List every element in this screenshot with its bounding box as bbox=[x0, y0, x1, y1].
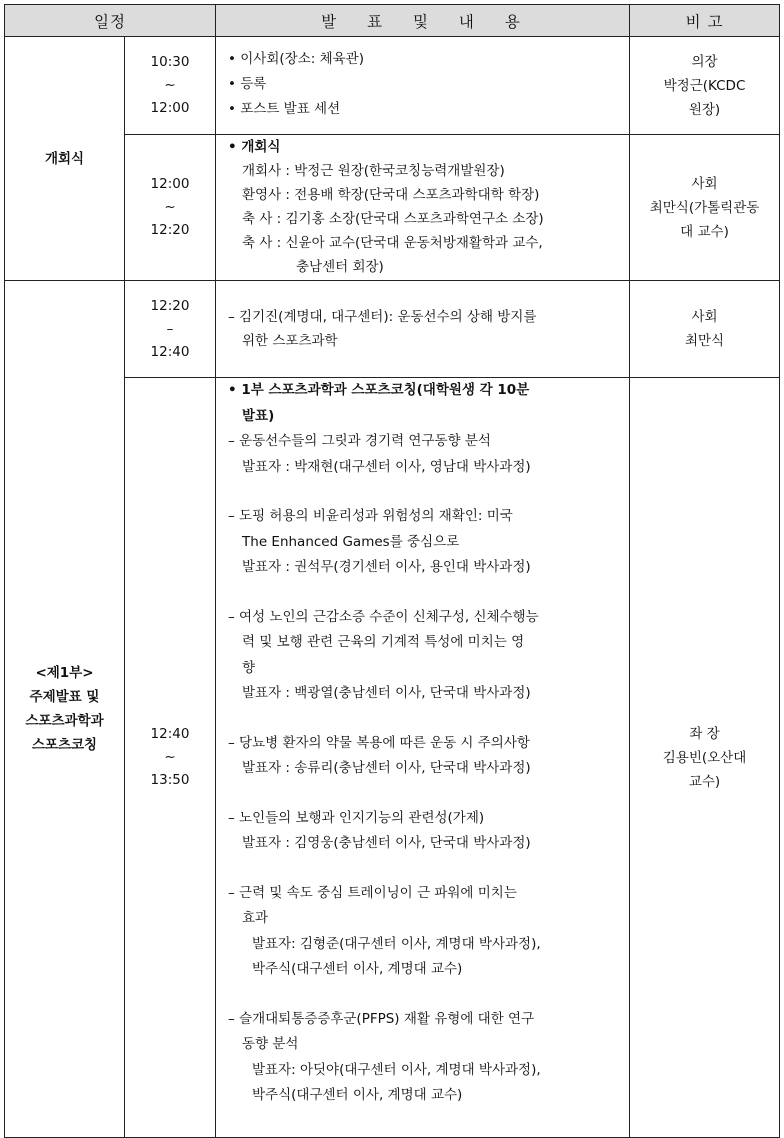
note-line: 교수) bbox=[688, 773, 721, 790]
talk bbox=[228, 504, 621, 581]
section-line: <제1부> bbox=[35, 665, 94, 681]
time-start: 12:20 bbox=[150, 297, 190, 314]
header-note: 비 고 bbox=[630, 5, 780, 37]
note-line: 최만식(가톨릭관동 bbox=[649, 199, 760, 216]
time-start: 12:00 bbox=[150, 176, 190, 192]
note-line: 박정근(KCDC bbox=[663, 77, 746, 94]
note-line: 사회 bbox=[691, 175, 718, 192]
note-line: 원장) bbox=[688, 101, 721, 118]
time-end: 12:20 bbox=[150, 222, 190, 238]
list-item: 위한 스포츠과학 bbox=[242, 333, 338, 349]
table-row bbox=[5, 281, 780, 378]
time-sep: ~ bbox=[164, 199, 176, 215]
session-title: • 1부 스포츠과학과 스포츠코칭(대학원생 각 10분 bbox=[228, 382, 530, 398]
list-item: • 등록 bbox=[228, 76, 267, 92]
section-part1 bbox=[5, 281, 125, 1138]
talk bbox=[228, 1007, 621, 1109]
note-line: 의장 bbox=[691, 53, 718, 70]
list-item: 축 사 : 신윤아 교수(단국대 운동처방재활학과 교수, bbox=[242, 235, 543, 251]
header-schedule: 일정 bbox=[5, 5, 216, 37]
section-line: 스포츠코칭 bbox=[31, 737, 98, 753]
presenter: 발표자: 아딧야(대구센터 이사, 계명대 박사과정), bbox=[252, 1061, 541, 1078]
note-cell bbox=[630, 281, 780, 378]
note-cell bbox=[630, 378, 780, 1138]
time-start: 10:30 bbox=[150, 54, 190, 70]
talk bbox=[228, 605, 621, 707]
talk bbox=[228, 429, 621, 480]
time-cell bbox=[125, 378, 216, 1138]
talk bbox=[228, 806, 621, 857]
talk bbox=[228, 731, 621, 782]
talk-title: – 당뇨병 환자의 약물 복용에 따른 운동 시 주의사항 bbox=[228, 734, 530, 751]
talk-title: – 슬개대퇴통증증후군(PFPS) 재활 유형에 대한 연구 bbox=[228, 1010, 535, 1027]
header-content: 발 표 및 내 용 bbox=[216, 5, 630, 37]
talk-title: – 운동선수들의 그릿과 경기력 연구동향 분석 bbox=[228, 433, 491, 449]
note-line: 김용빈(오산대 bbox=[662, 749, 747, 766]
list-item: • 포스트 발표 세션 bbox=[228, 101, 341, 117]
content-cell bbox=[216, 378, 630, 1138]
talk-title: 동향 분석 bbox=[242, 1036, 299, 1052]
session-title: • 개회식 bbox=[228, 139, 281, 155]
time-cell bbox=[125, 135, 216, 281]
presenter: 발표자 : 박재현(대구센터 이사, 영남대 박사과정) bbox=[242, 458, 531, 475]
section-line: 스포츠과학과 bbox=[25, 713, 104, 729]
header-row bbox=[5, 5, 780, 37]
time-end: 13:50 bbox=[150, 772, 190, 788]
time-start: 12:40 bbox=[150, 726, 190, 742]
time-sep: ~ bbox=[164, 749, 176, 765]
section-line: 주제발표 및 bbox=[29, 689, 100, 705]
presenter: 발표자: 김형준(대구센터 이사, 계명대 박사과정), bbox=[252, 935, 541, 952]
content-cell bbox=[216, 37, 630, 135]
note-line: 사회 bbox=[691, 309, 718, 325]
time-sep: – bbox=[166, 320, 174, 337]
talk-title: – 도핑 허용의 비윤리성과 위험성의 재확인: 미국 bbox=[228, 508, 513, 524]
list-item: – 김기진(계명대, 대구센터): 운동선수의 상해 방지를 bbox=[228, 309, 537, 325]
list-item: 환영사 : 전용배 학장(단국대 스포츠과학대학 학장) bbox=[242, 187, 540, 203]
presenter: 발표자 : 백광열(충남센터 이사, 단국대 박사과정) bbox=[242, 685, 531, 701]
time-cell bbox=[125, 37, 216, 135]
talk-title: – 근력 및 속도 중심 트레이닝이 근 파워에 미치는 bbox=[228, 884, 517, 901]
list-item: 개회사 : 박정근 원장(한국코칭능력개발원장) bbox=[242, 163, 505, 179]
talk-title: – 여성 노인의 근감소증 수준이 신체구성, 신체수행능 bbox=[228, 608, 539, 625]
presenter: 발표자 : 송류리(충남센터 이사, 단국대 박사과정) bbox=[242, 760, 531, 776]
list-item: • 이사회(장소: 체육관) bbox=[228, 51, 364, 67]
presenter: 발표자 : 권석무(경기센터 이사, 용인대 박사과정) bbox=[242, 559, 531, 575]
time-end: 12:40 bbox=[150, 343, 190, 360]
table-row bbox=[5, 37, 780, 135]
content-cell bbox=[216, 135, 630, 281]
section-opening: 개회식 bbox=[5, 37, 125, 281]
list-item: 축 사 : 김기홍 소장(단국대 스포츠과학연구소 소장) bbox=[242, 211, 544, 227]
talk-title: 력 및 보행 관련 근육의 기계적 특성에 미치는 영 bbox=[242, 634, 525, 650]
note-cell bbox=[630, 135, 780, 281]
session-title: 발표) bbox=[242, 407, 275, 424]
note-line: 좌 장 bbox=[689, 725, 720, 742]
talk bbox=[228, 881, 621, 983]
note-line: 최만식 bbox=[684, 333, 725, 349]
note-cell bbox=[630, 37, 780, 135]
time-end: 12:00 bbox=[150, 100, 190, 116]
presenter: 박주식(대구센터 이사, 계명대 교수) bbox=[252, 961, 463, 977]
presenter: 박주식(대구센터 이사, 계명대 교수) bbox=[252, 1087, 463, 1103]
list-item: 충남센터 회장) bbox=[296, 259, 384, 275]
talk-title: 향 bbox=[242, 659, 256, 676]
talk-title: The Enhanced Games를 중심으로 bbox=[242, 533, 460, 550]
content-cell bbox=[216, 281, 630, 378]
talk-title: – 노인들의 보행과 인지기능의 관련성(가제) bbox=[228, 809, 485, 826]
talk-title: 효과 bbox=[242, 910, 269, 926]
note-line: 대 교수) bbox=[680, 223, 729, 240]
schedule-table bbox=[4, 4, 780, 1138]
presenter: 발표자 : 김영웅(충남센터 이사, 단국대 박사과정) bbox=[242, 835, 531, 851]
time-sep: ~ bbox=[164, 77, 176, 93]
time-cell bbox=[125, 281, 216, 378]
